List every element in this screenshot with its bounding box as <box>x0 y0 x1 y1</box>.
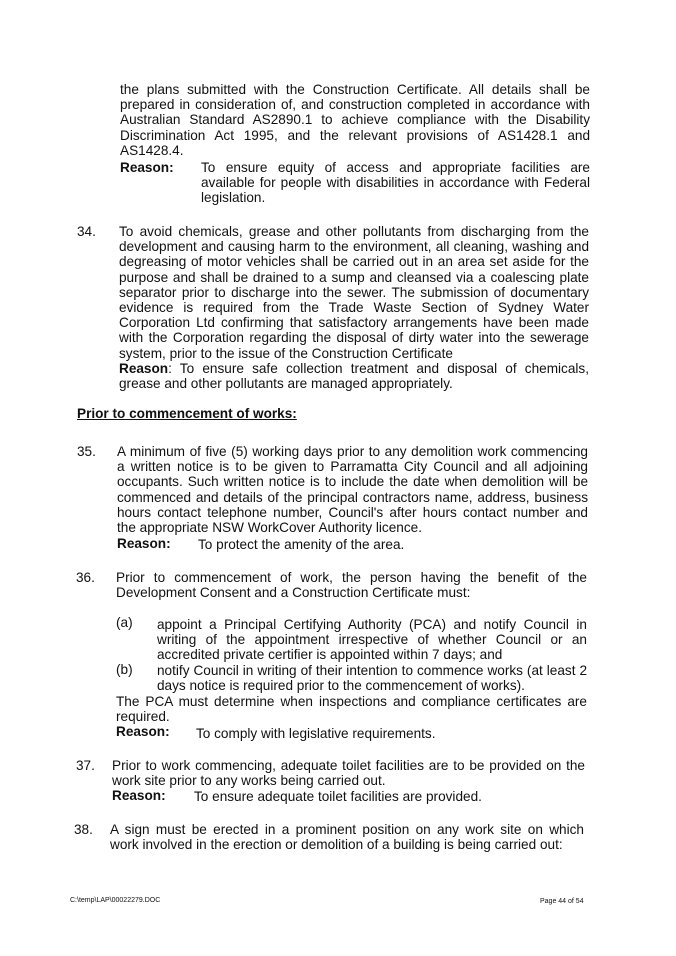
text-line: the appropriate NSW WorkCover Authority licence. <box>117 520 422 536</box>
text-line: To avoid chemicals, grease and other pollutants from discharging from the <box>119 224 589 239</box>
section-heading: Prior to commencement of works: <box>77 406 297 421</box>
reason-line <box>119 361 589 376</box>
reason-text: To ensure adequate toilet facilities are provided. <box>194 789 482 804</box>
reason-label: Reason: <box>112 788 166 803</box>
text-line: Discrimination Act 1995, and the relevant provisions of AS1428.1 and <box>120 127 590 143</box>
reason-text: To protect the amenity of the area. <box>198 537 405 552</box>
text-line: work site prior to any works being carried out. <box>112 773 386 789</box>
text-line: A sign must be erected in a prominent position on any work site on which <box>110 822 584 837</box>
condition-36-after <box>116 694 587 724</box>
reason-text: : To ensure safe collection treatment and disposal of chemicals, <box>168 360 589 376</box>
text-line: Australian Standard AS2890.1 to achieve compliance with the Disability <box>120 112 590 128</box>
text-line: appoint a Principal Certifying Authority (PCA) and notify Council in <box>157 617 587 632</box>
list-item-label: (b) <box>116 662 133 677</box>
reason-label: Reason <box>119 360 169 376</box>
text-line: Prior to commencement of work, the person having the benefit of the <box>116 570 587 585</box>
condition-36-body <box>116 570 587 600</box>
text-line: notify Council in writing of their intention to commence works (at least 2 <box>157 663 587 678</box>
condition-number: 36. <box>76 570 95 585</box>
list-item-body <box>157 617 587 663</box>
text-line: days notice is required prior to the commencement of works). <box>157 678 525 694</box>
text-line: a written notice is to be given to Parramatta City Council and all adjoining <box>117 459 588 475</box>
condition-number: 38. <box>74 822 93 837</box>
text-line: prepared in consideration of, and construction completed in accordance with <box>120 97 590 113</box>
reason-text <box>201 160 590 206</box>
text-line: The PCA must determine when inspections and compliance certificates are <box>116 694 587 709</box>
condition-38-body <box>110 822 584 852</box>
text-line: To ensure equity of access and appropriate facilities are <box>201 160 590 175</box>
condition-37-body <box>112 758 585 788</box>
text-line: A minimum of five (5) working days prior to any demolition work commencing <box>117 444 588 459</box>
reason-label: Reason: <box>117 536 171 551</box>
text-line: Development Consent and a Construction Certificate must: <box>116 585 471 601</box>
text-line: with the Corporation regarding the disposal of dirty water into the sewerage <box>119 330 589 346</box>
list-item-body <box>157 663 587 693</box>
text-line: occupants. Such written notice is to include the date when demolition will be <box>117 474 588 490</box>
text-line: separator prior to discharge into the sewer. The submission of documentary <box>119 284 589 300</box>
text-line: work involved in the erection or demolition of a building is being carried out: <box>110 837 563 853</box>
condition-34-body <box>119 224 589 391</box>
text-line: the plans submitted with the Construction Certificate. All details shall be <box>120 82 590 97</box>
text-line: hours contact telephone number, Council's after hours contact number and <box>117 504 588 520</box>
text-line: writing of the appointment irrespective of whether Council or an <box>157 632 587 648</box>
condition-number: 34. <box>77 224 96 239</box>
footer-file-path: C:\temp\LAP\00022279.DOC <box>70 897 161 904</box>
text-line: development and causing harm to the environment, all cleaning, washing and <box>119 239 589 255</box>
text-line: legislation. <box>201 190 266 206</box>
text-line: available for people with disabilities in accordance with Federal <box>201 175 590 191</box>
text-line: evidence is required from the Trade Waste Section of Sydney Water <box>119 300 589 316</box>
footer-page-number: Page 44 of 54 <box>540 898 584 905</box>
condition-33-continuation <box>120 82 590 158</box>
condition-number: 37. <box>76 758 95 773</box>
reason-line: grease and other pollutants are managed appropriately. <box>119 376 453 392</box>
list-item-label: (a) <box>116 615 133 630</box>
text-line: accredited private certifier is appointed within 7 days; and <box>157 647 503 663</box>
reason-label: Reason: <box>116 724 170 739</box>
text-line: purpose and shall be drained to a sump and cleansed via a coalescing plate <box>119 269 589 285</box>
text-line: system, prior to the issue of the Construction Certificate <box>119 345 453 361</box>
text-line: commenced and details of the principal contractors name, address, business <box>117 489 588 505</box>
condition-number: 35. <box>77 444 96 459</box>
reason-text: To comply with legislative requirements. <box>196 726 436 741</box>
text-line: degreasing of motor vehicles shall be carried out in an area set aside for the <box>119 254 589 270</box>
text-line: Corporation Ltd confirming that satisfactory arrangements have been made <box>119 315 589 331</box>
condition-35-body <box>117 444 588 535</box>
text-line: required. <box>116 709 170 725</box>
reason-label: Reason: <box>120 160 174 175</box>
text-line: AS1428.4. <box>120 142 184 158</box>
text-line: Prior to work commencing, adequate toilet facilities are to be provided on the <box>112 758 585 773</box>
